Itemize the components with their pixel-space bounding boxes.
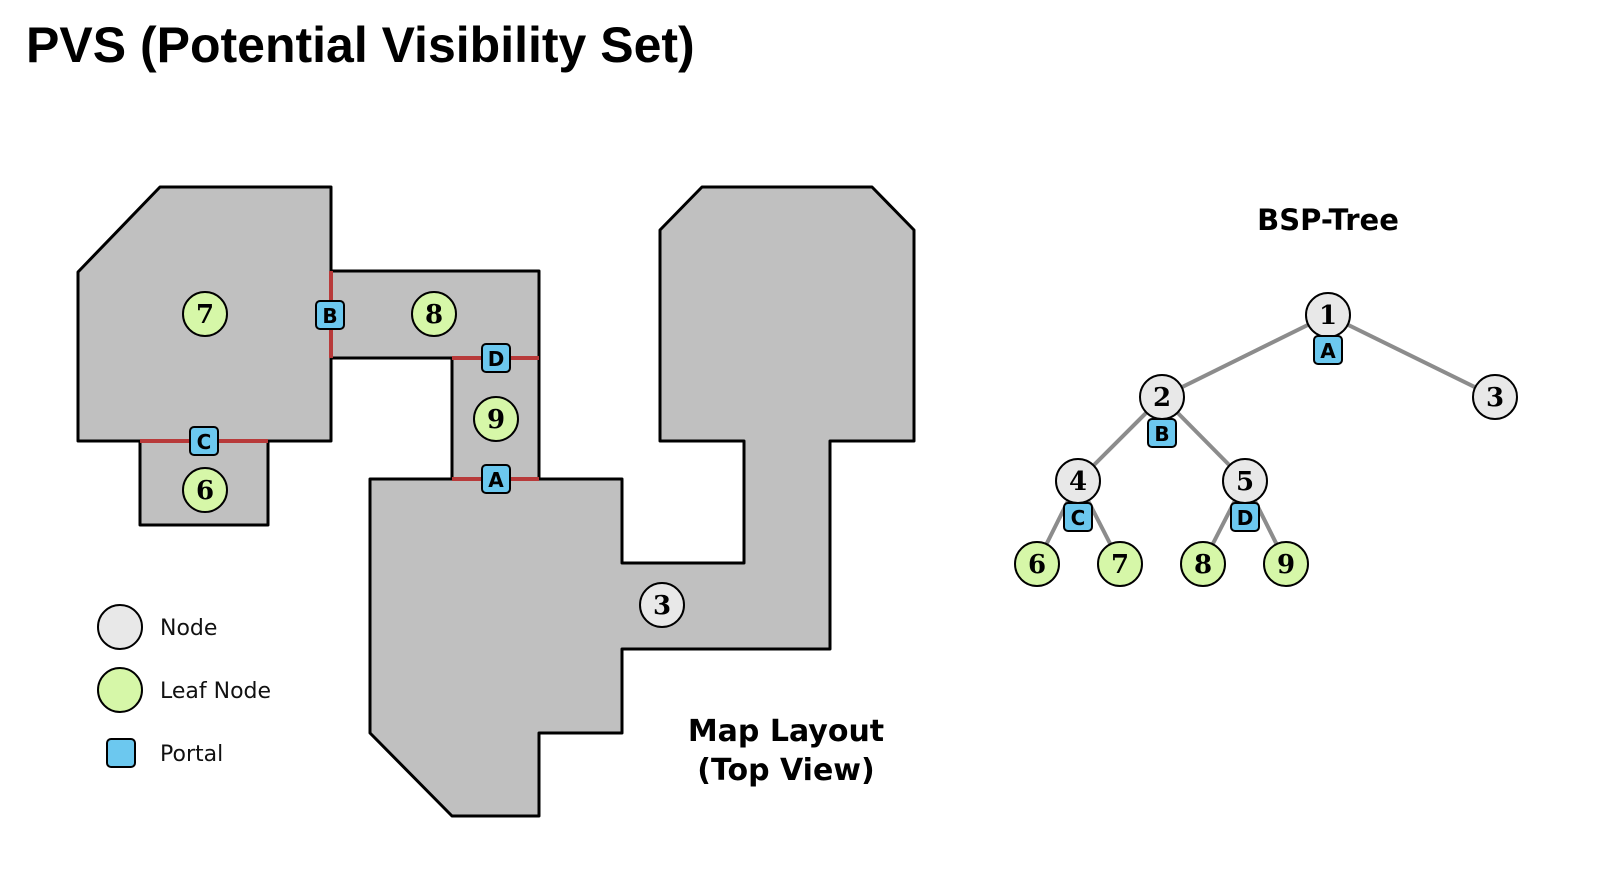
map-leaf-6 bbox=[183, 468, 227, 512]
tree-edge-1-3 bbox=[1328, 315, 1495, 397]
svg-text:7: 7 bbox=[1110, 550, 1130, 580]
tree-edges bbox=[1037, 315, 1495, 563]
tree-portal-d bbox=[1231, 503, 1259, 531]
svg-text:A: A bbox=[1320, 339, 1336, 363]
tree-node-5 bbox=[1223, 459, 1267, 503]
tree-portal-c bbox=[1064, 503, 1092, 531]
tree-node-4 bbox=[1056, 459, 1100, 503]
svg-text:3: 3 bbox=[652, 591, 672, 621]
legend-node bbox=[98, 605, 217, 649]
tree-edge-1-2 bbox=[1162, 315, 1328, 397]
svg-text:C: C bbox=[1070, 506, 1086, 530]
map-portal-a bbox=[482, 465, 510, 493]
svg-text:5: 5 bbox=[1235, 467, 1255, 497]
tree-leaf-6 bbox=[1015, 542, 1059, 586]
tree-leaf-7 bbox=[1098, 542, 1142, 586]
tree-portal-b bbox=[1148, 419, 1176, 447]
svg-text:Leaf Node: Leaf Node bbox=[160, 679, 272, 704]
svg-text:1: 1 bbox=[1318, 301, 1338, 331]
tree-node-2 bbox=[1140, 375, 1184, 419]
svg-text:3: 3 bbox=[1485, 383, 1505, 413]
tree-portal-a bbox=[1314, 336, 1342, 364]
bsp-tree-title: BSP-Tree bbox=[1257, 203, 1399, 237]
map-node-3 bbox=[640, 583, 684, 627]
page-title: PVS (Potential Visibility Set) bbox=[26, 17, 695, 73]
tree-node-1 bbox=[1306, 293, 1350, 337]
svg-text:D: D bbox=[1236, 506, 1254, 530]
svg-text:D: D bbox=[487, 347, 505, 371]
svg-text:9: 9 bbox=[486, 405, 506, 435]
map-leaf-9 bbox=[474, 397, 518, 441]
svg-text:8: 8 bbox=[1193, 550, 1213, 580]
map-layout bbox=[78, 187, 914, 816]
svg-text:Node: Node bbox=[160, 616, 218, 641]
svg-text:6: 6 bbox=[195, 476, 215, 506]
svg-text:2: 2 bbox=[1152, 383, 1172, 413]
legend-portal bbox=[107, 739, 223, 767]
legend-leaf bbox=[98, 668, 271, 712]
map-leaf-8 bbox=[412, 292, 456, 336]
map-portal-b bbox=[316, 301, 344, 329]
svg-text:6: 6 bbox=[1027, 550, 1047, 580]
svg-text:C: C bbox=[196, 430, 212, 454]
svg-text:Portal: Portal bbox=[160, 742, 224, 767]
map-portal-d bbox=[482, 344, 510, 372]
svg-text:B: B bbox=[322, 304, 338, 328]
svg-text:7: 7 bbox=[195, 300, 215, 330]
tree-leaf-9 bbox=[1264, 542, 1308, 586]
svg-text:9: 9 bbox=[1276, 550, 1296, 580]
svg-text:8: 8 bbox=[424, 300, 444, 330]
svg-text:A: A bbox=[488, 468, 504, 492]
tree-node-3 bbox=[1473, 375, 1517, 419]
map-portal-c bbox=[190, 427, 218, 455]
map-caption-line2: (Top View) bbox=[697, 753, 875, 788]
tree-leaf-8 bbox=[1181, 542, 1225, 586]
svg-text:4: 4 bbox=[1068, 467, 1088, 497]
map-leaf-7 bbox=[183, 292, 227, 336]
map-caption-line1: Map Layout bbox=[687, 714, 885, 749]
svg-text:B: B bbox=[1154, 422, 1170, 446]
legend bbox=[98, 605, 271, 767]
bsp-tree bbox=[1015, 203, 1517, 586]
